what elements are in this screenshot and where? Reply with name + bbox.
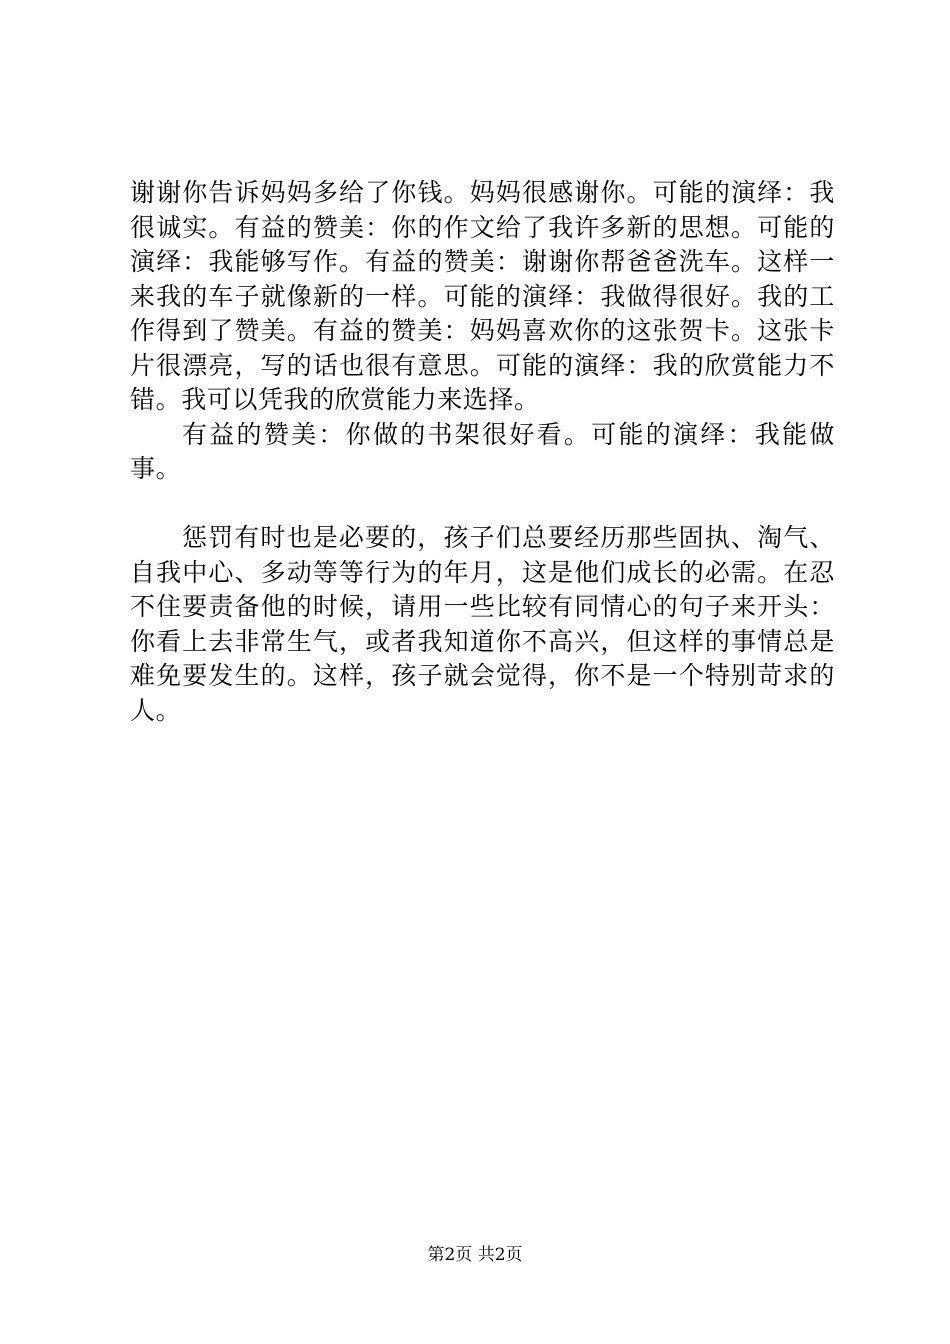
page-number-indicator: 第2页 共2页 xyxy=(427,1245,523,1265)
paragraph-bookshelf-praise: 有益的赞美：你做的书架很好看。可能的演绎：我能做事。 xyxy=(130,419,835,483)
page-footer xyxy=(0,1244,950,1266)
document-body xyxy=(130,176,835,728)
paragraph-spacer xyxy=(130,487,835,522)
paragraph-punishment: 惩罚有时也是必要的，孩子们总要经历那些固执、淘气、自我中心、多动等等行为的年月，这是他们成长的必需。在忍不住要责备他的时候，请用一些比较有同情心的句子来开头：你看上去非常生气，或者我知道你不高兴，但这样的事情总是难免要发生的。这样，孩子就会觉得，你不是一个特别苛求的人。 xyxy=(130,523,835,725)
paragraph-praise-examples: 谢谢你告诉妈妈多给了你钱。妈妈很感谢你。可能的演绎：我很诚实。有益的赞美：你的作文给了我许多新的思想。可能的演绎：我能够写作。有益的赞美：谢谢你帮爸爸洗车。这样一来我的车子就像新的一样。可能的演绎：我做得很好。我的工作得到了赞美。有益的赞美：妈妈喜欢你的这张贺卡。这张卡片很漂亮，写的话也很有意思。可能的演绎：我的欣赏能力不错。我可以凭我的欣赏能力来选择。 xyxy=(130,178,835,414)
